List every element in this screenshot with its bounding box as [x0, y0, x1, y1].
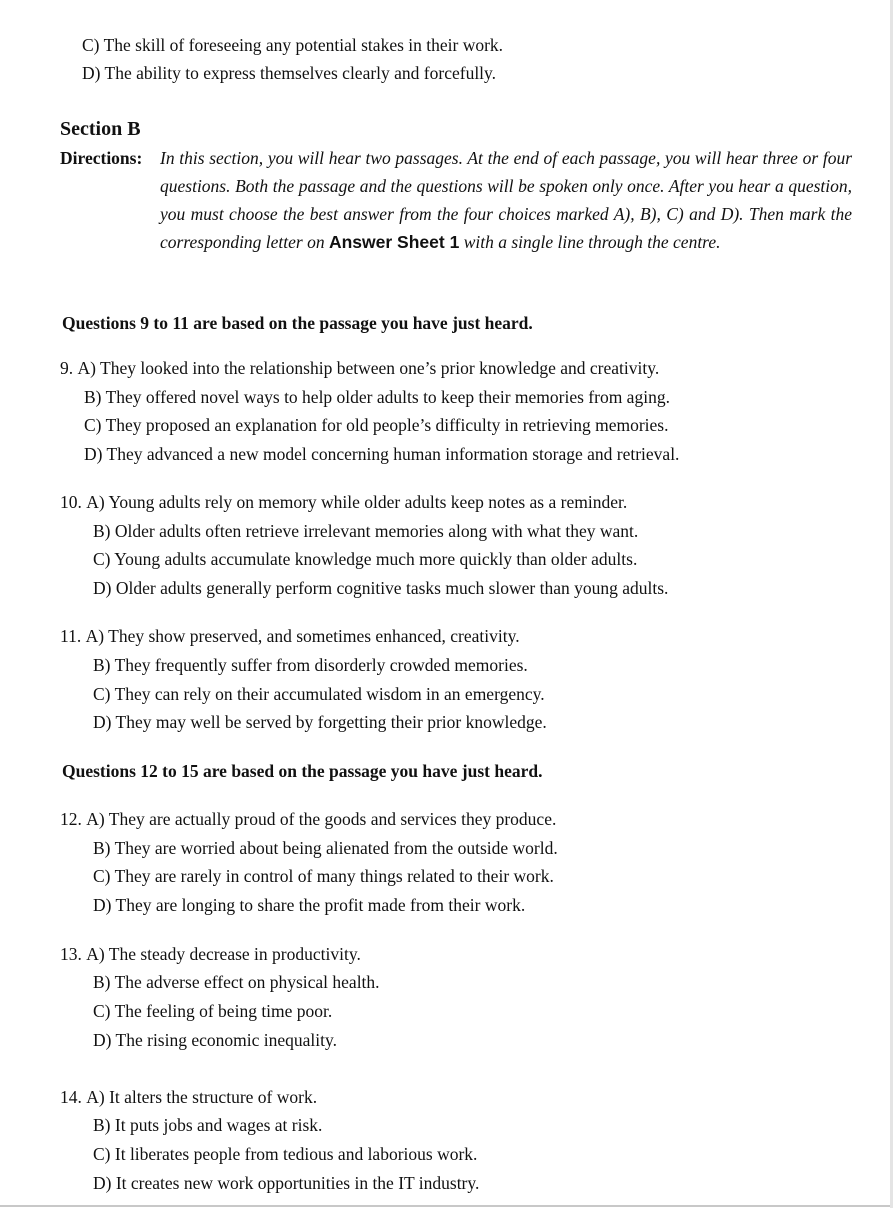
option-text: The adverse effect on physical health.: [114, 972, 380, 992]
option-letter: C): [93, 866, 111, 886]
option-letter: D): [93, 712, 112, 732]
q13-option-d: [93, 1029, 337, 1051]
option-letter: A): [86, 1087, 105, 1107]
q13-option-c: [93, 1000, 332, 1022]
option-letter: C): [93, 684, 111, 704]
option-letter: A): [86, 809, 105, 829]
option-letter: C): [93, 1144, 111, 1164]
option-text: It puts jobs and wages at risk.: [114, 1115, 323, 1135]
option-text: They are worried about being alienated from the outside world.: [114, 838, 558, 858]
q10-option-c: [93, 548, 637, 570]
option-letter: D): [93, 895, 112, 915]
group-header-12-15: Questions 12 to 15 are based on the passage you have just heard.: [62, 761, 543, 781]
q11-option-c: [93, 683, 545, 705]
group-header-9-11: Questions 9 to 11 are based on the passage you have just heard.: [62, 313, 533, 333]
option-text: Young adults accumulate knowledge much more quickly than older adults.: [114, 549, 638, 569]
page-bottom-border: [0, 1205, 893, 1207]
q14-option-d: [93, 1172, 479, 1194]
option-letter: A): [86, 492, 105, 512]
question-number: 14.: [60, 1087, 82, 1107]
q9-option-d: [84, 443, 679, 465]
option-text: They frequently suffer from disorderly crowded memories.: [114, 655, 528, 675]
question-10: [60, 491, 627, 513]
option-text: They are longing to share the profit made from their work.: [115, 895, 526, 915]
option-text: They are rarely in control of many things related to their work.: [114, 866, 554, 886]
q9-option-c: [84, 414, 669, 436]
option-text: It creates new work opportunities in the IT industry.: [115, 1173, 480, 1193]
option-text: They show preserved, and sometimes enhanced, creativity.: [108, 626, 520, 646]
option-letter: C): [93, 549, 111, 569]
option-letter: C): [84, 415, 102, 435]
question-number: 12.: [60, 809, 82, 829]
option-letter: D): [93, 1030, 112, 1050]
option-letter: D): [93, 1173, 112, 1193]
option-text: Older adults generally perform cognitive tasks much slower than young adults.: [115, 578, 669, 598]
option-text: They can rely on their accumulated wisdom in an emergency.: [114, 684, 545, 704]
option-text: They offered novel ways to help older adults to keep their memories from aging.: [105, 387, 670, 407]
option-letter: B): [93, 972, 111, 992]
question-number: 9.: [60, 358, 74, 378]
option-letter: B): [93, 521, 111, 541]
q12-option-b: [93, 837, 558, 859]
directions-pre: In this section, you will hear two passages. At the end of each passage, you will hear three or four questions. Both the passage and the questions will be spoken only once. After you hear a question, you must choose the best answer from the four choices marked A), B), C) and D). Then mark the corresponding letter on: [160, 148, 852, 252]
q9-option-b: [84, 386, 670, 408]
option-text: It alters the structure of work.: [109, 1087, 318, 1107]
directions-label: Directions:: [60, 148, 143, 168]
option-text: They advanced a new model concerning human information storage and retrieval.: [106, 444, 680, 464]
option-letter: D): [82, 63, 101, 83]
option-text: Young adults rely on memory while older adults keep notes as a reminder.: [108, 492, 628, 512]
option-letter: D): [84, 444, 103, 464]
question-11: [60, 625, 520, 647]
q13-option-b: [93, 971, 380, 993]
option-letter: B): [84, 387, 102, 407]
q11-option-d: [93, 711, 547, 733]
prev-option-c: [82, 34, 503, 56]
option-text: They are actually proud of the goods and services they produce.: [108, 809, 557, 829]
option-text: The feeling of being time poor.: [114, 1001, 333, 1021]
question-14: [60, 1086, 317, 1108]
directions-text: [160, 144, 852, 256]
question-9: [60, 357, 659, 379]
option-letter: D): [93, 578, 112, 598]
option-letter: B): [93, 1115, 111, 1135]
option-letter: C): [82, 35, 100, 55]
option-letter: A): [86, 944, 105, 964]
option-text: Older adults often retrieve irrelevant memories along with what they want.: [114, 521, 639, 541]
option-text: It liberates people from tedious and laborious work.: [114, 1144, 478, 1164]
section-title: Section B: [60, 118, 141, 140]
q10-option-b: [93, 520, 638, 542]
option-text: They may well be served by forgetting their prior knowledge.: [115, 712, 547, 732]
question-13: [60, 943, 361, 965]
q14-option-b: [93, 1114, 322, 1136]
option-letter: C): [93, 1001, 111, 1021]
q14-option-c: [93, 1143, 477, 1165]
question-number: 11.: [60, 626, 82, 646]
option-text: They proposed an explanation for old people’s difficulty in retrieving memories.: [105, 415, 669, 435]
option-text: The skill of foreseeing any potential stakes in their work.: [103, 35, 504, 55]
q10-option-d: [93, 577, 668, 599]
question-number: 13.: [60, 944, 82, 964]
q12-option-c: [93, 865, 554, 887]
option-text: The rising economic inequality.: [115, 1030, 337, 1050]
option-text: The steady decrease in productivity.: [108, 944, 361, 964]
question-number: 10.: [60, 492, 82, 512]
q12-option-d: [93, 894, 525, 916]
option-letter: B): [93, 655, 111, 675]
question-12: [60, 808, 556, 830]
option-letter: A): [77, 358, 96, 378]
directions-post: with a single line through the centre.: [463, 232, 721, 252]
q11-option-b: [93, 654, 528, 676]
answer-sheet-ref: Answer Sheet 1: [328, 232, 460, 252]
prev-option-d: [82, 62, 496, 84]
option-text: They looked into the relationship between one’s prior knowledge and creativity.: [100, 358, 660, 378]
option-text: The ability to express themselves clearly and forcefully.: [104, 63, 497, 83]
option-letter: A): [85, 626, 105, 646]
option-letter: B): [93, 838, 111, 858]
